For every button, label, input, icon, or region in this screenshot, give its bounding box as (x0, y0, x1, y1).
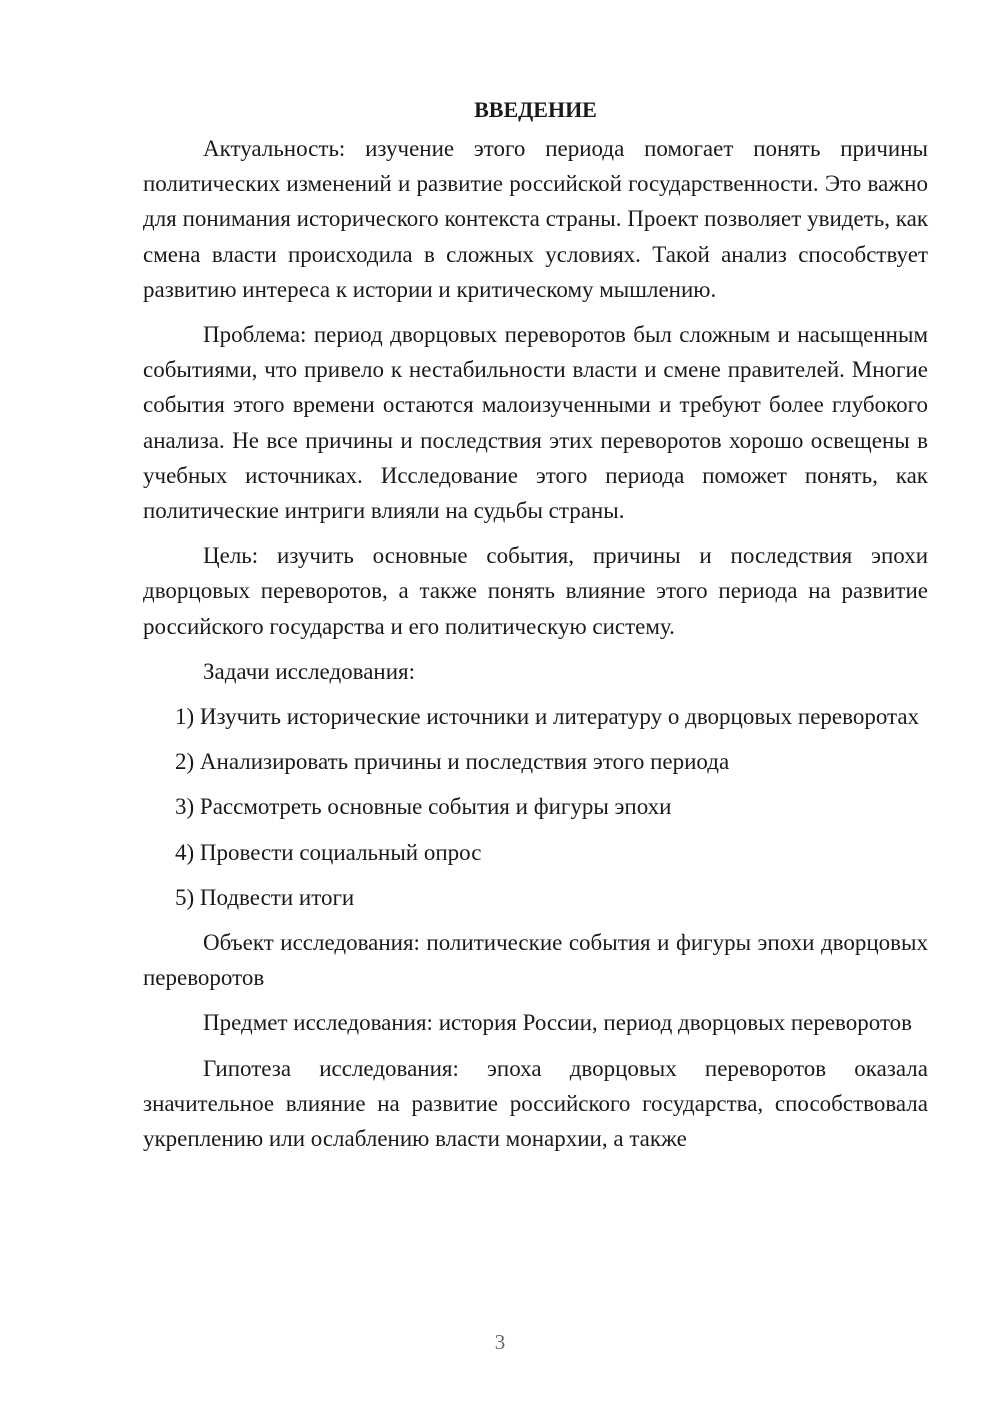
list-item: 5) Подвести итоги (175, 884, 355, 910)
page-number: 3 (494, 1330, 506, 1354)
document-page (143, 92, 928, 1166)
paragraph-subject: Предмет исследования: история России, период дворцовых переворотов (203, 1010, 913, 1036)
paragraph-goal: Цель: изучить основные события, причины и последствия эпохи дворцовых переворотов, а также понять влияние этого периода на развитие российского государства и его политическую систему. (143, 543, 928, 639)
list-item: 2) Анализировать причины и последствия этого периода (175, 749, 730, 775)
page-title: ВВЕДЕНИЕ (474, 97, 597, 122)
list-item: 3) Рассмотреть основные события и фигуры эпохи (175, 794, 672, 820)
paragraph-hypothesis: Гипотеза исследования: эпоха дворцовых переворотов оказала значительное влияние на развитие российского государства, способствовала укреплению или ослаблению власти монархии, а также (143, 1055, 928, 1152)
paragraph-object: Объект исследования: политические события и фигуры эпохи дворцовых переворотов (143, 930, 928, 991)
tasks-list (143, 699, 928, 915)
paragraph-problem: Проблема: период дворцовых переворотов был сложным и насыщенным событиями, что привело к нестабильности власти и смене правителей. Многие события этого времени остаются малоизученными и требуют более глубокого анализа. Не все причины и последствия этих переворотов хорошо освещены в учебных источниках. Исследование этого периода поможет понять, как политические интриги влияли на судьбы страны. (143, 322, 928, 524)
paragraph-relevance: Актуальность: изучение этого периода помогает понять причины политических изменений и развитие российской государственности. Это важно для понимания исторического контекста страны. Проект позволяет увидеть, как смена власти происходила в сложных условиях. Такой анализ способствует развитию интереса к истории и критическому мышлению. (143, 136, 928, 302)
tasks-heading: Задачи исследования: (203, 658, 416, 684)
list-item: 1) Изучить исторические источники и литературу о дворцовых переворотах (175, 704, 920, 730)
list-item: 4) Провести социальный опрос (175, 839, 482, 865)
